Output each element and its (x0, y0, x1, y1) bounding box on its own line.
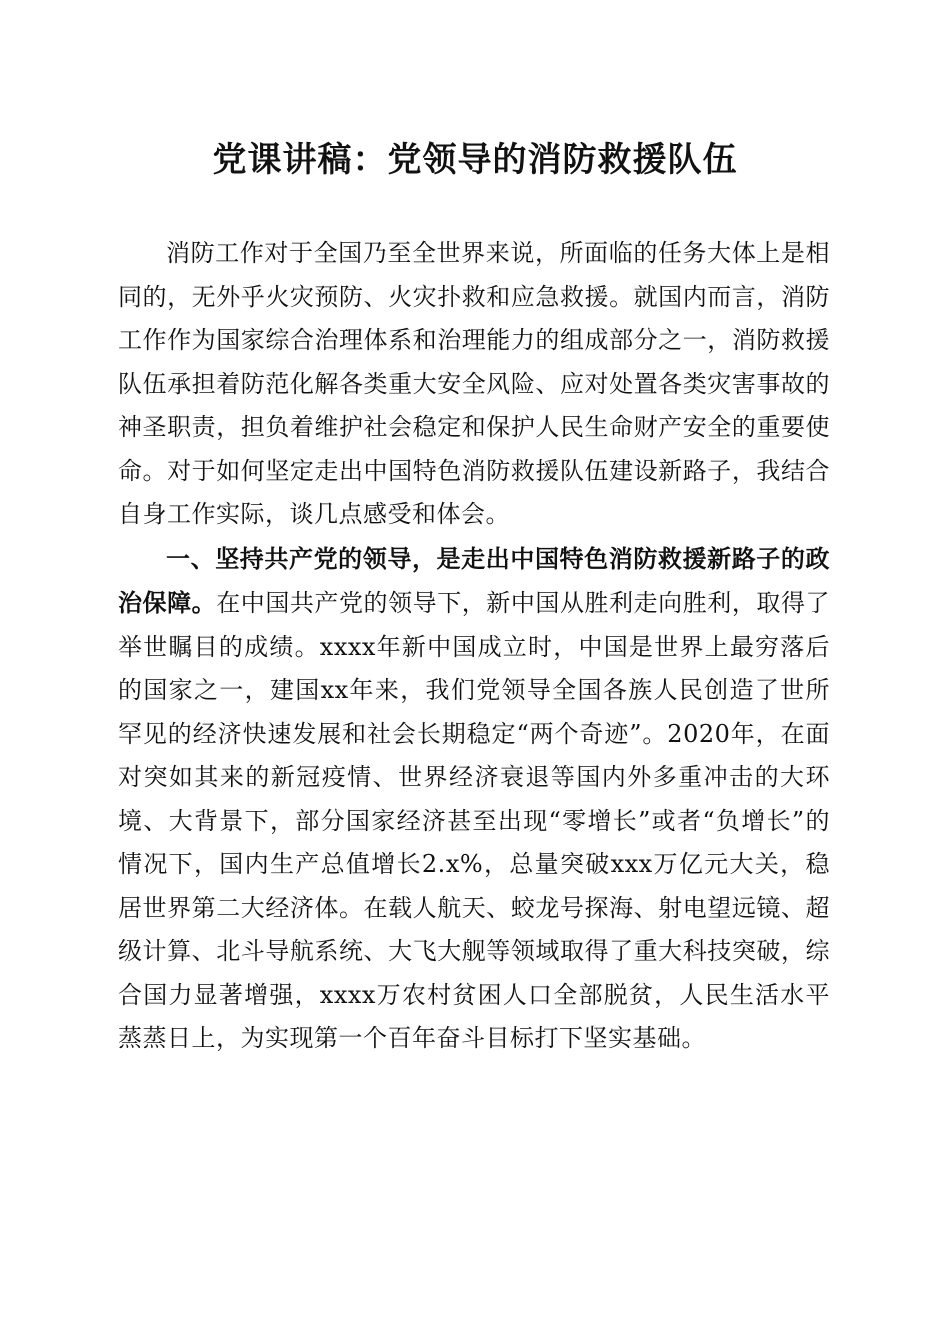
section-one-paragraph (118, 537, 830, 1061)
section-one-text: 在中国共产党的领导下，新中国从胜利走向胜利，取得了举世瞩目的成绩。xxxx年新中国成立时，中国是世界上最穷落后的国家之一，建国xx年来，我们党领导全国各族人民创造了世所罕见的经济快速发展和社会长期稳定“两个奇迹”。2020年，在面对突如其来的新冠疫情、世界经济衰退等国内外多重冲击的大环境、大背景下，部分国家经济甚至出现“零增长”或者“负增长”的情况下，国内生产总值增长2.x%，总量突破xxx万亿元大关，稳居世界第二大经济体。在载人航天、蛟龙号探海、射电望远镜、超级计算、北斗导航系统、大飞大舰等领域取得了重大科技突破，综合国力显著增强，xxxx万农村贫困人口全部脱贫，人民生活水平蒸蒸日上，为实现第一个百年奋斗目标打下坚实基础。 (118, 589, 831, 1052)
document-title: 党课讲稿：党领导的消防救援队伍 (212, 140, 738, 180)
section-one-heading: 一、坚持共产党的领导，是走出中国特色消防救援新路子的政治保障。 (118, 543, 830, 617)
document-body (118, 232, 830, 1061)
intro-paragraph (118, 232, 830, 537)
intro-paragraph-text: 消防工作对于全国乃至全世界来说，所面临的任务大体上是相同的，无外乎火灾预防、火灾扑救和应急救援。就国内而言，消防工作作为国家综合治理体系和治理能力的组成部分之一，消防救援队伍承担着防范化解各类重大安全风险、应对处置各类灾害事故的神圣职责，担负着维护社会稳定和保护人民生命财产安全的重要使命。对于如何坚定走出中国特色消防救援队伍建设新路子，我结合自身工作实际，谈几点感受和体会。 (118, 239, 830, 528)
